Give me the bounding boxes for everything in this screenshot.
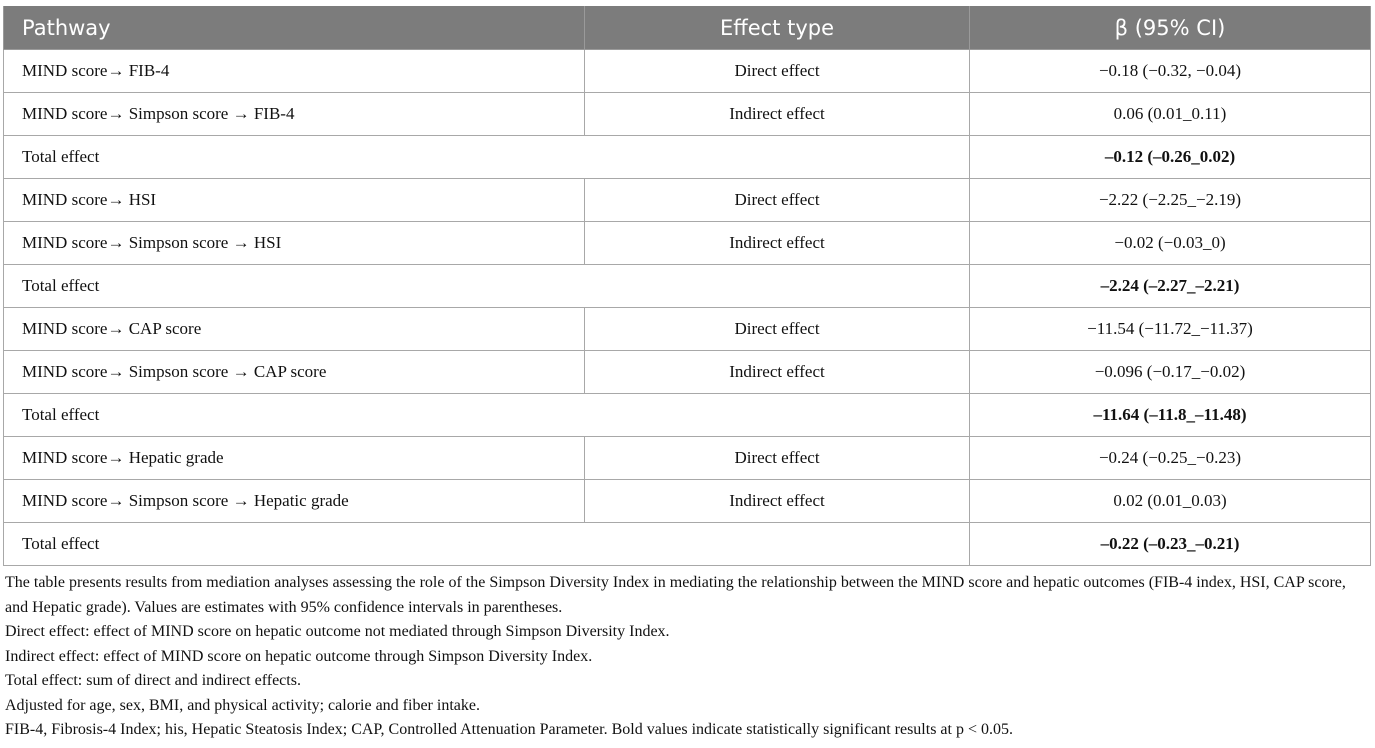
table-row — [4, 179, 1371, 222]
beta-ci-cell: −0.24 (−0.25_−0.23) — [970, 437, 1371, 480]
beta-ci-cell: 0.06 (0.01_0.11) — [970, 93, 1371, 136]
total-effect-row — [4, 523, 1371, 566]
table-row — [4, 308, 1371, 351]
total-effect-row — [4, 265, 1371, 308]
table-row — [4, 480, 1371, 523]
effect-type-cell: Indirect effect — [585, 480, 970, 523]
pathway-cell: Total effect — [4, 265, 970, 308]
total-effect-row — [4, 394, 1371, 437]
beta-ci-cell: −11.54 (−11.72_−11.37) — [970, 308, 1371, 351]
pathway-cell: MIND score→ HSI — [4, 179, 585, 222]
total-effect-row — [4, 136, 1371, 179]
footnote-adjusted: Adjusted for age, sex, BMI, and physical activity; calorie and fiber intake. — [5, 696, 480, 714]
footnote-total: Total effect: sum of direct and indirect effects. — [5, 672, 301, 689]
table-row — [4, 93, 1371, 136]
pathway-cell: Total effect — [4, 523, 970, 566]
table-row — [4, 222, 1371, 265]
header-effect-type: Effect type — [585, 6, 970, 50]
table-body — [4, 50, 1371, 566]
table-header — [4, 6, 1371, 50]
pathway-cell: MIND score→ FIB-4 — [4, 50, 585, 93]
footnote-abbreviations: FIB-4, Fibrosis-4 Index; his, Hepatic Steatosis Index; CAP, Controlled Attenuation Parameter. Bold values indicate statistically significant results at p < 0.05. — [5, 721, 1013, 738]
pathway-cell: MIND score→ CAP score — [4, 308, 585, 351]
pathway-cell: Total effect — [4, 394, 970, 437]
pathway-cell: MIND score→ Simpson score → CAP score — [4, 351, 585, 394]
effect-type-cell: Direct effect — [585, 437, 970, 480]
beta-ci-cell: –0.22 (–0.23_–0.21) — [970, 523, 1371, 566]
pathway-cell: Total effect — [4, 136, 970, 179]
table-row — [4, 437, 1371, 480]
effect-type-cell: Direct effect — [585, 50, 970, 93]
table-row — [4, 50, 1371, 93]
footnote-indirect: Indirect effect: effect of MIND score on hepatic outcome through Simpson Diversity Index. — [5, 647, 593, 665]
mediation-table-figure — [3, 6, 1370, 743]
header-beta-ci: β (95% CI) — [970, 6, 1371, 50]
effect-type-cell: Indirect effect — [585, 222, 970, 265]
effect-type-cell: Indirect effect — [585, 93, 970, 136]
table-row — [4, 351, 1371, 394]
header-pathway: Pathway — [4, 6, 585, 50]
beta-ci-cell: −0.18 (−0.32, −0.04) — [970, 50, 1371, 93]
pathway-cell: MIND score→ Simpson score → HSI — [4, 222, 585, 265]
beta-ci-cell: –0.12 (–0.26_0.02) — [970, 136, 1371, 179]
beta-ci-cell: −0.02 (−0.03_0) — [970, 222, 1371, 265]
footnote-direct: Direct effect: effect of MIND score on hepatic outcome not mediated through Simpson Diversity Index. — [5, 623, 670, 640]
effect-type-cell: Direct effect — [585, 179, 970, 222]
pathway-cell: MIND score→ Simpson score → Hepatic grade — [4, 480, 585, 523]
effect-type-cell: Indirect effect — [585, 351, 970, 394]
beta-ci-cell: –2.24 (–2.27_–2.21) — [970, 265, 1371, 308]
mediation-table — [3, 6, 1371, 566]
header-row — [4, 6, 1371, 50]
table-footnotes — [3, 571, 1370, 743]
pathway-cell: MIND score→ Hepatic grade — [4, 437, 585, 480]
footnote-description: The table presents results from mediation analyses assessing the role of the Simpson Diversity Index in mediating the relationship between the MIND score and hepatic outcomes (FIB-4 index, HSI, CAP score, and Hepatic grade). Values are estimates with 95% confidence intervals in parentheses. — [5, 574, 1346, 616]
beta-ci-cell: 0.02 (0.01_0.03) — [970, 480, 1371, 523]
pathway-cell: MIND score→ Simpson score → FIB-4 — [4, 93, 585, 136]
beta-ci-cell: −2.22 (−2.25_−2.19) — [970, 179, 1371, 222]
effect-type-cell: Direct effect — [585, 308, 970, 351]
beta-ci-cell: −0.096 (−0.17_−0.02) — [970, 351, 1371, 394]
beta-ci-cell: –11.64 (–11.8_–11.48) — [970, 394, 1371, 437]
